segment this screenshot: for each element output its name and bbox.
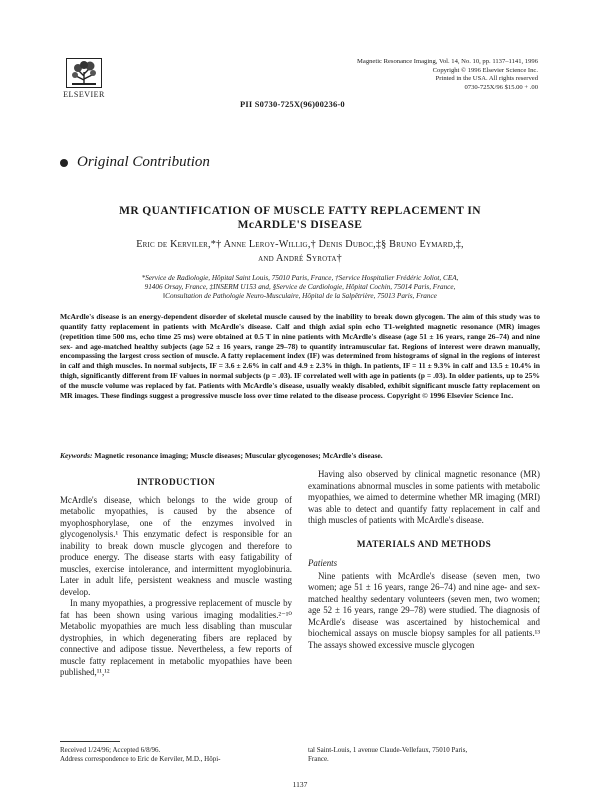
footnote-rule [60, 741, 120, 742]
paragraph: McArdle's disease, which belongs to the wide group of metabolic myopathies, is caused by the absence of myophosphorylase, one of the enzymes involved in glycogenolysis.¹ This enzymatic defect is responsible for an inability to break down muscle glycogen and therefore to produce energy. The disease starts with easy fatigability of muscles, exercise intolerance, and intermittent myoglobinuria. Later in adult life, persistent weakness and muscle wasting develop. [60, 494, 292, 597]
author-line: and André Syrota† [258, 253, 342, 264]
journal-line: Printed in the USA. All rights reserved [435, 75, 538, 83]
subsection-heading-patients: Patients [308, 558, 338, 568]
title-line: McARDLE'S DISEASE [237, 219, 363, 231]
footnote-line: Address correspondence to Eric de Kerviler, M.D., Hôpi- [60, 755, 221, 763]
keywords-text: Magnetic resonance imaging; Muscle diseases; Muscular glycogenoses; McArdle's disease. [94, 451, 383, 460]
paragraph: Nine patients with McArdle's disease (seven men, two women; age 51 ± 16 years, range 26–74) and nine age- and sex-matched healthy sedentary volunteers (seven men, two women; age 52 ± 16 years, range 29–78) were studied. The diagnosis of McArdle's disease was ascertained by histochemical and biochemical assays on muscle biopsy samples for all patients.¹³ The assays showed excessive muscle glycogen [308, 570, 540, 650]
journal-info [318, 58, 538, 92]
publisher-logo [60, 58, 108, 99]
journal-line: Copyright © 1996 Elsevier Science Inc. [432, 66, 538, 74]
pii-identifier: PII S0730-725X(96)00236-0 [240, 99, 345, 109]
journal-line: Magnetic Resonance Imaging, Vol. 14, No. 10, pp. 1137–1141, 1996 [357, 58, 538, 65]
right-column [308, 469, 540, 651]
affiliation-line: *Service de Radiologie, Hôpital Saint Louis, 75010 Paris, France, †Service Hospitalier Frédéric Joliot, CEA, [141, 274, 459, 282]
affiliation-line: 91406 Orsay, France, ‡INSERM U153 and, §Service de Cardiologie, Hôpital Cochin, 75014 Paris, France, [144, 283, 456, 292]
footnote-line: France. [308, 755, 329, 763]
abstract: McArdle's disease is an energy-dependent disorder of skeletal muscle caused by the inability to break down glycogen. The aim of this study was to quantify fatty replacement in patients with McArdle's disease. Calf and thigh axial spin echo T1-weighted magnetic resonance (MR) images (repetition time 500 ms, echo time 25 ms) were obtained at 0.5 T in nine patients with McArdle's disease (age 51 ± 16 years, range 26–74) and nine sex- and age-matched healthy subjects (age 52 ± 16 years, range 29–78) to quantify intramuscular fat. Regions of interest were drawn manually, encompassing the largest cross section of muscle. A fatty replacement index (IF) was determined from histograms of signal in the regions of interest in calf and thigh muscles. In normal subjects, IF = 3.6 ± 2.6% in calf and 4.9 ± 2.3% in thigh. In patients, IF = 11 ± 9.3% in calf and 13.5 ± 10.4% in thigh, significantly different from IF values in normal subjects (p = .03). IF correlated well with age in patients (p = .03). In older patients, up to 25% of the muscle volume was replaced by fat. Patients with McArdle's disease, usually weakly disabled, exhibit significant muscle fatty replacement on MR images. These findings suggest a progressive muscle loss over time related to the disease process. Copyright © 1996 Elsevier Science Inc. [60, 312, 540, 400]
affiliations [72, 274, 528, 302]
keywords [60, 451, 540, 461]
paragraph: Having also observed by clinical magnetic resonance (MR) examinations abnormal muscles in some patients with metabolic myopathies, we aimed to determine whether MR imaging (MRI) was able to detect and quantify fatty replacement in calf and thigh muscles of patients with McArdle's disease. [308, 469, 540, 525]
keywords-label: Keywords: [60, 451, 93, 460]
author-list [60, 238, 540, 266]
page-number: 1137 [292, 780, 308, 789]
bullet-icon [60, 159, 68, 167]
section-heading-methods: MATERIALS AND METHODS [356, 538, 492, 549]
footnote-line: Received 1/24/96; Accepted 6/8/96. [60, 746, 161, 754]
article-type-label: Original Contribution [77, 154, 210, 170]
paragraph: In many myopathies, a progressive replacement of muscle by fat has been shown using various imaging modalities.²⁻¹⁰ Metabolic myopathies are much less disabling than muscular dystrophies, in which degenerating fibers are replaced by connective and adipose tissue. Nevertheless, a few reports of muscle fatty replacement in metabolic myopathies have been published,¹¹,¹² [60, 598, 292, 677]
footnote [308, 746, 540, 764]
publisher-name: ELSEVIER [63, 90, 105, 99]
journal-line: 0730-725X/96 $15.00 + .00 [464, 83, 538, 91]
section-heading-introduction: INTRODUCTION [136, 477, 216, 487]
elsevier-tree-icon [66, 58, 102, 88]
author-line: Eric de Kerviler,*† Anne Leroy-Willig,† Denis Duboc,‡§ Bruno Eymard,‡, [136, 239, 464, 250]
footnote [60, 746, 292, 764]
article-title [60, 204, 540, 232]
footnote-line: tal Saint-Louis, 1 avenue Claude-Vellefaux, 75010 Paris, [308, 746, 468, 754]
title-line: MR QUANTIFICATION OF MUSCLE FATTY REPLACEMENT IN [119, 205, 481, 217]
affiliation-line: ‖Consultation de Pathologie Neuro-Musculaire, Hôpital de la Salpêtrière, 75013 Paris, France [163, 292, 437, 301]
article-type [60, 154, 210, 171]
left-column [60, 469, 292, 679]
